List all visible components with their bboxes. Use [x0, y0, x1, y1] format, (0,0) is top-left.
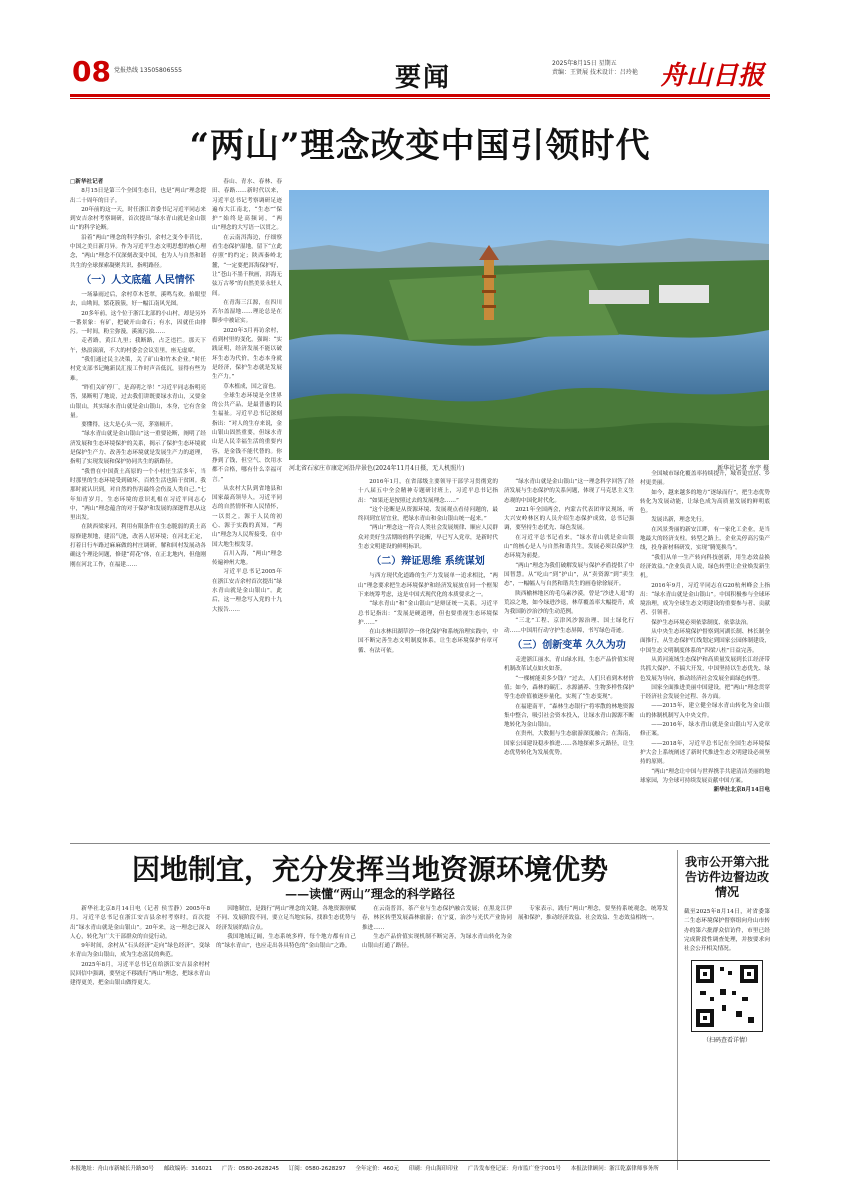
paragraph: 我国地域辽阔，生态系统多样，每个地方都有自己的“绿水青山”，也应走出各具特色的“金山银山”之路。	[216, 933, 356, 950]
subheading-1: （一）人文底蕴 人民情怀	[81, 274, 195, 286]
paragraph: 如今，越来越多的地方“逐绿而行”，把生态优势转化为发展动能，让绿色成为高质量发展的鲜明底色。	[640, 489, 770, 515]
paragraph: 2021年全国两会，内蒙古代表团审议现场，听大兴安岭林区的人员介绍生态保护成效，总书记强调，要坚持生态优先、绿色发展。	[504, 506, 634, 532]
paragraph: 国家全面推进美丽中国建设，把“两山”理念贯穿于经济社会发展全过程、各方面。	[640, 684, 770, 701]
notice-title: 我市公开第六批告访件边督边改情况	[684, 855, 769, 899]
paragraph: 走者路，黄江九里；我断路，占乏违拦。那天下午，热浪滚滚，不大的村委会会议室里，座无虚席。	[70, 338, 206, 354]
paragraph: 要懂得，这大是心头一亮，茅塞顿开。	[81, 422, 177, 429]
paragraph: 保护生态环境必须依靠制度、依靠法治。	[651, 619, 752, 626]
subheading-2: （二）辩证思维 系统谋划	[371, 556, 485, 568]
paragraph: 因地制宜，是践行“两山”理念的关键。各地资源禀赋不同、发展阶段不同，要立足当地实际，找准生态优势与经济发展的结合点。	[216, 906, 356, 931]
paragraph: 专家表示，践行“两山”理念，要坚持系统观念，统筹发展和保护，推动经济效益、社会效益、生态效益相统一。	[518, 906, 668, 922]
qr-code-icon[interactable]	[691, 960, 763, 1032]
side-divider	[677, 850, 678, 1170]
paragraph: 一场暴雨过后，余村草木苍翠，溪鸣鸟欢。抬眼望去，山坳间，繁花簇簇，好一幅江南风光图。	[70, 291, 206, 308]
footer-item: 广告：0580-2628245	[222, 1166, 279, 1172]
paragraph: 从农村大队到省地县和国家最高领导人，习近平同志的自然情怀和人民情怀，一以贯之。源于人民的初心、源于实践的真知，“两山”理念为人民所接受，在中国大地生根发芽。	[212, 485, 282, 548]
paragraph: 8月15日是第三个全国生态日，也是“两山”理念提出二十周年的日子。	[70, 188, 206, 204]
subheading-3: （三）创新变革 久久为功	[512, 640, 626, 652]
paragraph: 全国城市绿化覆盖率持续提升，城市更宜居、乡村更美丽。	[640, 471, 770, 487]
paragraph: “两山”理念让中国与世界携手共建清洁美丽的地球家园，为全球可持续发展贡献中国方案。	[640, 768, 770, 784]
footer-item: 全年定价：460元	[355, 1166, 399, 1172]
header-rule	[70, 94, 770, 97]
paragraph: 新华社北京8月14日电（记者 侯雪静）2005年8月，习近平总书记在浙江安吉县余村考察时，首次提出“绿水青山就是金山银山”。20年来，这一理念已深入人心，转化为广大干部群众的自觉行动。	[70, 906, 210, 940]
footer-item: 本报法律顾问：浙江乾嘉律师事务所	[570, 1166, 659, 1172]
bottom-article-column-2	[216, 905, 356, 1155]
paragraph: “绿水青山就是金山银山”这一重要论断，阐明了经济发展和生态环境保护的关系，揭示了保护生态环境就是保护生产力、改善生态环境就是发展生产力的道理，指明了实现发展和保护协同共生的新路径。	[70, 431, 206, 466]
paragraph: “两山”理念这一符合人类社会发展规律、顺应人民群众对美好生活期盼的科学论断，早已写入党章，是新时代生态文明建设的鲜明标识。	[358, 525, 498, 551]
paragraph: “绿水青山”和“金山银山”是辩证统一关系。习近平总书记指出：“发展是硬道理，但也要重视生态环境保护……”	[358, 601, 498, 626]
paragraph: 在习近平总书记看来，“绿水青山就是金山银山”的核心是人与自然和谐共生，发展必须以保护生态环境为前提。	[504, 534, 634, 560]
paragraph: 2016年9月，习近平同志在G20杭州峰会上指出：“绿水青山就是金山银山”。中国积极参与全球环境治理，成为全球生态文明建设的重要参与者、贡献者、引领者。	[640, 582, 770, 617]
page-header	[70, 55, 770, 95]
paragraph: 生态产品价值实现机制不断完善，为绿水青山转化为金山银山打通了路径。	[362, 933, 512, 950]
paragraph: 习近平总书记2005年在浙江安吉余村首次提出“绿水青山就是金山银山”。此后，这一理念写入党的十九大报告……	[212, 569, 282, 613]
dateline: 新华社北京8月14日电	[713, 787, 770, 794]
notice-text: 截至2025年8月14日，对省委第二生态环境保护督察组向舟山市转办的第六批群众信访件，市里已经完成阶段性调查处理，并按要求向社会公开相关情况。	[684, 909, 770, 953]
qr-code-graphic	[692, 961, 762, 1031]
paragraph: 草木植成，国之富也。	[223, 383, 280, 390]
paragraph: 在贵州，大数据与生态旅游深度融合；在海南，国家公园建设稳步推进……各地探索多元路径，让生态优势转化为发展优势。	[504, 731, 634, 757]
article-column-2	[212, 178, 282, 838]
article-column-3	[358, 478, 498, 838]
main-headline: “两山”理念改变中国引领时代	[189, 126, 651, 166]
paragraph: 全球生态环境是全世界的公共产品，是最普惠的民生福祉。习近平总书记深刻指出：“对人的生存来说，金山银山固然重要，但绿水青山是人民幸福生活的重要内容，是金钱不能代替的。你挣到了钱，但空气、饮用水都不合格，哪有什么幸福可言。”	[212, 392, 282, 483]
paragraph: 2025年8月，习近平总书记在给浙江安吉县余村村民回信中强调，要坚定不移践行“两山”理念，把绿水青山建得更美，把金山银山做得更大。	[70, 961, 210, 987]
paragraph: “三北”工程、京津风沙源治理、国土绿化行动……中国用行动守护生态屏障，书写绿色奇迹。	[504, 618, 634, 634]
bottom-article-column-3	[362, 905, 512, 1155]
paragraph: 2020年3月再访余村，看到村里的变化，强调：“实践证明，经济发展不能以破坏生态为代价，生态本身就是经济，保护生态就是发展生产力。”	[212, 327, 282, 381]
paragraph: ——2016年，绿水青山就是金山银山写入党章修正案。	[640, 722, 770, 738]
paragraph: ——2015年，建立健全绿水青山转化为金山银山的体制机制写入中央文件。	[640, 703, 770, 719]
paragraph: 与西方现代化道路的生产力发展单一追求相比，“两山”理念要求把生态环境保护和经济发展放在同一个框架下来统筹考虑，这是中国式现代化的本质要求之一。	[358, 573, 498, 598]
paragraph: “我曾在中国黄土高原的一个小村庄生活多年，当时那里的生态环境受到破坏，百姓生活也陷于贫困。我那时就认识到，对自然的伤害最终会伤及人类自己。”七年知青岁月，生态环境的意识扎根在习近平同志心中，“两山”理念蕴含的对于保护和发展的深邃哲思从这里出发。	[70, 468, 206, 522]
second-headline: 因地制宜，充分发挥当地资源环境优势	[131, 853, 608, 886]
paragraph: ——2018年，习近平总书记在全国生态环境保护大会上系统阐述了新时代推进生态文明建设必须坚持的原则。	[640, 740, 770, 766]
paragraph: 20多年前，这个位于浙江北部的小山村，却是另外一番景象：有矿，把破开山命石；有水，因就任由排污。一时间，粉尘弥漫，溪流污浊……	[70, 310, 206, 336]
photo-caption-text: 河北省石家庄市康定河沿岸景色(2024年11月4日摄，无人机照片)	[289, 465, 465, 472]
article-column-1	[70, 178, 206, 838]
newspaper-logo: 舟山日报	[660, 61, 765, 91]
paragraph: 在福建南平，“森林生态银行”将零散的林地资源集中整合，吸引社会资本投入，让绿水青山源源不断地转化为金山银山。	[504, 703, 634, 729]
river-photo	[289, 190, 769, 460]
paragraph: 从中央生态环境保护督察到河湖长制、林长制全面推行，从生态保护红线划定到国家公园体制建设，中国生态文明制度体系的“四梁八柱”日益完善。	[640, 629, 770, 654]
paragraph: 在云南普洱，茶产业与生态保护融合发展；在黑龙江伊春，林区转型发展森林旅游；在宁夏，治沙与光伏产业协同推进……	[362, 906, 512, 931]
paragraph: 在风景秀丽的新安江畔，有一家化工企业，是当地最大的经济支柱。转型之路上，企业关停高污染产线，投身新材料研发，实现“腾笼换鸟”。	[640, 526, 770, 552]
photo-credit: 新华社记者 牟宇 摄	[717, 465, 769, 472]
paragraph: 陕西榆林地区的毛乌素沙漠，曾是“沙进人退”的荒凉之地，如今绿进沙退，林草覆盖率大幅提升，成为我国防沙治沙的生动范例。	[504, 590, 634, 616]
footer-item: 订阅：0580-2628297	[288, 1166, 346, 1172]
paragraph: 在陕西梁家河，利用有限条件在生态脆弱的黄土高原修建坝地，建沼气池，改善人居环境；在河北正定，打着日行车路过麻麻做的村庄调研，解和回村发展动各确这个理论问题，修建“荷花”体，在正北地内，但他刚刚在河北工作，在福建……	[70, 524, 206, 568]
page-footer	[70, 1160, 770, 1172]
notice-box	[684, 855, 770, 1044]
article-column-5	[640, 470, 770, 838]
hotline: 党报热线 13505806555	[114, 67, 182, 74]
paragraph: 在云南洱海边，仔细察看生态保护湿地，留下“立此存照”的约定；陕西秦岭北麓，“一定要把洱海保护好，让“苍山不墨千秋画，洱海无弦万古琴”的自然美景永驻人间。	[212, 234, 282, 297]
bottom-article-column-1	[70, 905, 210, 1155]
paragraph: 20年前的这一天，时任浙江省委书记习近平同志来到安吉余村考察调研，首次提出“绿水青山就是金山银山”的科学论断。	[70, 206, 206, 232]
paragraph: “两山”理念为我们破解发展与保护矛盾提供了中国智慧。从“吃山”到“护山”，从“卖资源”到“卖生态”，一幅幅人与自然和谐共生的画卷徐徐展开。	[504, 562, 634, 588]
paragraph: “昨们关矿停厂，是高明之举！”习近平同志指明亮答，果断明了地说，过去我们讲既要绿水青山，又要金山银山，其实绿水青山就是金山银山，本身，它有含金量。	[70, 384, 206, 419]
paragraph: “这个论断是从资源环境、发展观点看待问题的，最终回到宜居宜业，把绿水青山和金山银山统一起来。”	[358, 506, 498, 523]
paragraph: 9年时间，余村从“石头经济”走向“绿色经济”，变绿水青山为金山银山，成为生态富民的典范。	[70, 943, 210, 959]
editors: 责编：王贤展 技术设计：吕玲艳	[552, 69, 638, 76]
section-divider	[70, 843, 770, 844]
footer-item: 印刷：舟山海印印业	[408, 1166, 459, 1172]
footer-item: 本报地址：舟山市新城长升路30号	[70, 1166, 154, 1172]
paragraph: 走进浙江丽水，青山绿水间，生态产品价值实现机制改革试点如火如荼。	[504, 657, 634, 673]
issue-date: 2025年8月15日 星期五	[552, 60, 617, 67]
paragraph: 从黄河流域生态保护和高质量发展到长江经济带共抓大保护、不搞大开发，中国坚持以生态优先、绿色发展为导向，推动经济社会发展全面绿色转型。	[640, 656, 770, 682]
article-column-4	[504, 478, 634, 838]
river-landscape-image	[289, 190, 769, 460]
issue-info	[552, 59, 638, 77]
paragraph: 沿着“两山”理念的科学指引，余村之变今非昔比，中国之美日新月异。作为习近平生态文明思想的核心理念，“两山”理念不仅深刻改变中国，也为人与自然和谐共生的全球探索凝聚共识、指明路径。	[70, 234, 206, 269]
paragraph: “我们通过民主决策，关了矿山和竹木企业。”时任村党支部书记鲍新民汇报工作时声音低沉，显得有些为难。	[70, 357, 206, 382]
paragraph: 在山水林田湖草沙一体化保护和系统治理实践中，中国不断完善生态文明制度体系，让生态环境保护有章可循、有法可依。	[358, 629, 498, 654]
paragraph: 2016年1月，在省部级主要领导干部学习贯彻党的十八届五中全会精神专题研讨班上，习近平总书记指出：“如果还是按照过去的发展理念……”	[358, 479, 498, 504]
paragraph: 在青海三江源，在四川若尔盖湿地……理论总是在脚步中被证实。	[212, 299, 282, 325]
byline: □新华社记者	[70, 179, 104, 185]
second-subheadline: ——读懂“两山”理念的科学路径	[285, 887, 455, 901]
paragraph: “绿水青山就是金山银山”这一理念科学回答了经济发展与生态保护的关系问题，体现了马克思主义生态观的中国化时代化。	[504, 479, 634, 504]
footer-item: 广告发布登记证：舟市监广登字001号	[467, 1166, 561, 1172]
qr-caption: （扫码查看详情）	[702, 1037, 751, 1045]
paragraph: 发展出新，理念先行。	[651, 517, 708, 524]
paragraph: 春山、青水、春林、春田、春路……新时代以来，习近平总书记考察调研足迹遍布大江南北，“生态”“保护”始终是高频词，“两山”理念的大写语一以贯之。	[212, 179, 282, 232]
footer-item: 邮政编码：316021	[163, 1166, 213, 1172]
header-rule-thin	[70, 98, 770, 99]
page-number: 08	[72, 55, 111, 88]
paragraph: “我们从单一生产转向科技创新，用生态效益换经济效益。”企业负责人说，绿色转型让企业焕发新生机。	[640, 554, 770, 580]
paragraph: “一棵树能卖多少钱？”过去，人们只看到木材价值；如今，森林的碳汇、水源涵养、生物多样性保护等生态价值被逐步量化，实现了“生态变现”。	[504, 675, 634, 701]
section-title: 要闻	[395, 63, 452, 93]
paragraph: 百川入海，“两山”理念传遍神州大地。	[212, 550, 282, 567]
bottom-article-column-4	[518, 905, 668, 1155]
